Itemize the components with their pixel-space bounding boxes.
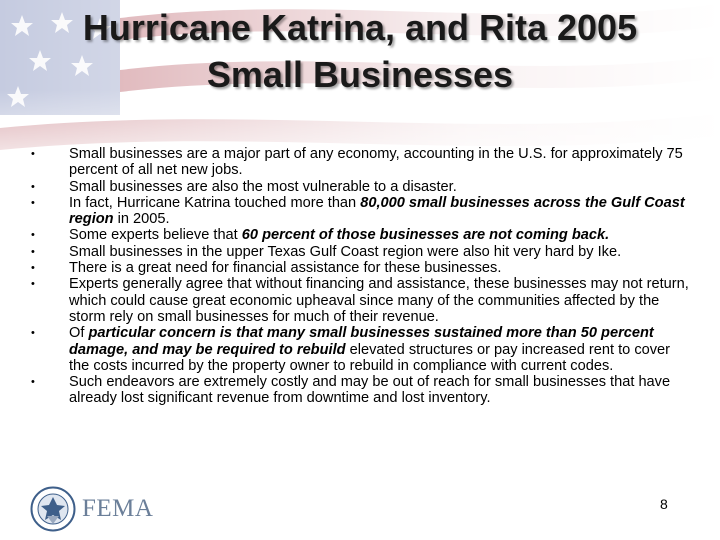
bullet-item — [31, 244, 691, 260]
bullet-emphasis: 80,000 small businesses across the Gulf Coast region — [69, 194, 685, 228]
bullet-text: Some experts believe that — [69, 227, 242, 244]
bullet-text: Experts generally agree that without financing and assistance, these businesses may not return, which could cause great economic upheaval since many of the communities affected by the storm rely on small businesses for much of their revenue. — [69, 276, 689, 325]
bullet-item — [31, 146, 691, 179]
bullet-text: in 2005. — [113, 211, 170, 228]
bullet-text: Of — [69, 325, 89, 342]
title-line-1: Hurricane Katrina, and Rita 2005 — [82, 7, 638, 48]
title-line-2: Small Businesses — [206, 54, 514, 95]
bullet-item — [31, 276, 691, 325]
bullet-item — [31, 195, 691, 228]
bullet-emphasis: 60 percent of those businesses are not coming back. — [241, 227, 610, 244]
slide-title — [0, 4, 720, 98]
fema-logo-text: FEMA — [82, 495, 154, 522]
bullet-text: Small businesses in the upper Texas Gulf Coast region were also hit very hard by Ike. — [69, 243, 622, 260]
bullet-text: Small businesses are a major part of any economy, accounting in the U.S. for approximately 75 percent of all net new jobs. — [69, 146, 683, 179]
bullet-item — [31, 179, 691, 195]
bullet-emphasis: particular concern is that many small businesses sustained more than 50 percent damage, and may be required to rebuild — [69, 325, 654, 358]
bullet-text: Such endeavors are extremely costly and may be out of reach for small businesses that have already lost significant revenue from downtime and lost inventory. — [69, 374, 671, 407]
bullet-text: Small businesses are also the most vulnerable to a disaster. — [69, 178, 457, 195]
bullet-text: elevated structures or pay increased rent to cover the costs incurred by the property owner to rebuild in compliance with current codes. — [69, 341, 671, 374]
page-number: 8 — [660, 496, 668, 512]
bullet-item — [31, 374, 691, 407]
bullet-text: There is a great need for financial assistance for these businesses. — [69, 260, 502, 277]
bullet-item — [31, 325, 691, 374]
dhs-seal-icon — [30, 486, 76, 532]
bullet-item — [31, 260, 691, 276]
bullet-text: In fact, Hurricane Katrina touched more than — [69, 194, 361, 211]
bullet-item — [31, 227, 691, 243]
bullet-list — [31, 146, 691, 407]
